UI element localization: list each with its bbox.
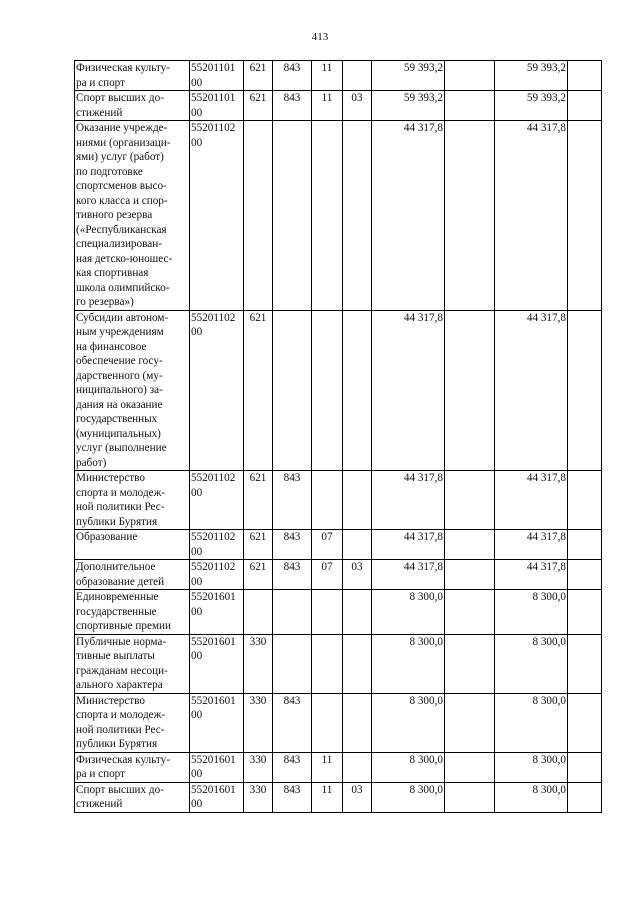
cell-municipal [568, 61, 602, 91]
cell-total: 8 300,0 [372, 693, 445, 752]
cell-republic: 8 300,0 [495, 693, 568, 752]
cell-expense-type: 621 [244, 310, 273, 471]
cell-section [312, 471, 343, 530]
cell-name: Единовременные государственные спортивные премии [75, 590, 190, 635]
cell-municipal [568, 590, 602, 635]
cell-republic: 44 317,8 [495, 310, 568, 471]
cell-municipal [568, 91, 602, 121]
cell-name: Спорт высших до- стижений [75, 782, 190, 812]
cell-republic: 44 317,8 [495, 560, 568, 590]
cell-municipal [568, 471, 602, 530]
cell-administrator [273, 634, 312, 693]
cell-target-article: 55201101 00 [190, 91, 244, 121]
cell-republic: 8 300,0 [495, 752, 568, 782]
cell-administrator: 843 [273, 530, 312, 560]
cell-target-article: 55201101 00 [190, 61, 244, 91]
table-row [75, 310, 602, 471]
cell-federal [445, 91, 495, 121]
cell-section: 07 [312, 560, 343, 590]
cell-expense-type [244, 121, 273, 311]
cell-section [312, 590, 343, 635]
cell-federal [445, 530, 495, 560]
cell-expense-type: 330 [244, 634, 273, 693]
cell-target-article: 55201102 00 [190, 560, 244, 590]
cell-administrator [273, 590, 312, 635]
cell-name: Спорт высших до- стижений [75, 91, 190, 121]
table-row [75, 752, 602, 782]
cell-republic: 44 317,8 [495, 471, 568, 530]
cell-administrator [273, 121, 312, 311]
cell-expense-type [244, 590, 273, 635]
cell-municipal [568, 310, 602, 471]
cell-target-article: 55201601 00 [190, 634, 244, 693]
cell-section [312, 693, 343, 752]
cell-federal [445, 693, 495, 752]
cell-total: 44 317,8 [372, 310, 445, 471]
cell-name: Физическая культу- ра и спорт [75, 752, 190, 782]
table-row [75, 590, 602, 635]
cell-total: 8 300,0 [372, 590, 445, 635]
cell-administrator [273, 310, 312, 471]
cell-administrator: 843 [273, 560, 312, 590]
table-row [75, 530, 602, 560]
table-body [75, 61, 602, 813]
cell-federal [445, 634, 495, 693]
cell-municipal [568, 121, 602, 311]
budget-table [74, 60, 602, 813]
cell-expense-type: 330 [244, 752, 273, 782]
cell-total: 44 317,8 [372, 471, 445, 530]
cell-total: 44 317,8 [372, 560, 445, 590]
cell-expense-type: 330 [244, 693, 273, 752]
cell-name: Образование [75, 530, 190, 560]
cell-expense-type: 330 [244, 782, 273, 812]
cell-total: 8 300,0 [372, 782, 445, 812]
cell-republic: 59 393,2 [495, 91, 568, 121]
cell-name: Физическая культу- ра и спорт [75, 61, 190, 91]
cell-total: 59 393,2 [372, 91, 445, 121]
cell-name: Субсидии автоном- ным учреждениям на финансовое обеспечение госу- дарственного (му- ниципального) за- дания на оказание государственных (муниципальных) услуг (выполнение работ) [75, 310, 190, 471]
cell-target-article: 55201601 00 [190, 782, 244, 812]
cell-municipal [568, 634, 602, 693]
cell-administrator: 843 [273, 693, 312, 752]
cell-federal [445, 310, 495, 471]
cell-name: Публичные норма- тивные выплаты гражданам несоци- ального характера [75, 634, 190, 693]
cell-municipal [568, 752, 602, 782]
cell-subsection: 03 [343, 91, 372, 121]
cell-federal [445, 560, 495, 590]
cell-subsection [343, 530, 372, 560]
cell-expense-type: 621 [244, 91, 273, 121]
cell-subsection [343, 590, 372, 635]
cell-section [312, 310, 343, 471]
cell-subsection [343, 61, 372, 91]
cell-subsection [343, 471, 372, 530]
cell-total: 8 300,0 [372, 752, 445, 782]
cell-municipal [568, 560, 602, 590]
cell-republic: 8 300,0 [495, 590, 568, 635]
cell-federal [445, 61, 495, 91]
cell-municipal [568, 782, 602, 812]
cell-administrator: 843 [273, 91, 312, 121]
cell-section: 11 [312, 91, 343, 121]
cell-name: Министерство спорта и молодеж- ной политики Рес- публики Бурятия [75, 693, 190, 752]
table-row [75, 121, 602, 311]
cell-target-article: 55201102 00 [190, 471, 244, 530]
table-row [75, 634, 602, 693]
cell-section [312, 121, 343, 311]
cell-federal [445, 782, 495, 812]
cell-target-article: 55201102 00 [190, 121, 244, 311]
cell-total: 44 317,8 [372, 530, 445, 560]
cell-expense-type: 621 [244, 61, 273, 91]
cell-republic: 44 317,8 [495, 121, 568, 311]
cell-expense-type: 621 [244, 530, 273, 560]
cell-federal [445, 590, 495, 635]
cell-section: 07 [312, 530, 343, 560]
cell-federal [445, 121, 495, 311]
cell-total: 8 300,0 [372, 634, 445, 693]
cell-administrator: 843 [273, 61, 312, 91]
table-row [75, 91, 602, 121]
cell-municipal [568, 530, 602, 560]
cell-target-article: 55201601 00 [190, 590, 244, 635]
cell-federal [445, 752, 495, 782]
cell-target-article: 55201102 00 [190, 530, 244, 560]
cell-administrator: 843 [273, 471, 312, 530]
cell-target-article: 55201601 00 [190, 752, 244, 782]
page-number: 413 [311, 31, 329, 43]
table-row [75, 782, 602, 812]
cell-federal [445, 471, 495, 530]
cell-municipal [568, 693, 602, 752]
cell-name: Оказание учрежде- ниями (организаци- ями) услуг (работ) по подготовке спортсменов высо- кого класса и спор- тивного резерва («Республиканская специализирован- ная детско-юношес- кая спортивная школа олимпийско- го резерва») [75, 121, 190, 311]
cell-target-article: 55201601 00 [190, 693, 244, 752]
cell-total: 44 317,8 [372, 121, 445, 311]
cell-expense-type: 621 [244, 471, 273, 530]
cell-section [312, 634, 343, 693]
cell-subsection [343, 634, 372, 693]
table-row [75, 61, 602, 91]
cell-republic: 8 300,0 [495, 634, 568, 693]
cell-subsection [343, 121, 372, 311]
cell-administrator: 843 [273, 782, 312, 812]
table-row [75, 693, 602, 752]
cell-subsection: 03 [343, 560, 372, 590]
cell-subsection [343, 752, 372, 782]
cell-total: 59 393,2 [372, 61, 445, 91]
cell-section: 11 [312, 782, 343, 812]
cell-administrator: 843 [273, 752, 312, 782]
cell-target-article: 55201102 00 [190, 310, 244, 471]
cell-name: Министерство спорта и молодеж- ной политики Рес- публики Бурятия [75, 471, 190, 530]
table-row [75, 471, 602, 530]
cell-subsection: 03 [343, 782, 372, 812]
cell-section: 11 [312, 61, 343, 91]
cell-republic: 8 300,0 [495, 782, 568, 812]
cell-expense-type: 621 [244, 560, 273, 590]
table-row [75, 560, 602, 590]
cell-subsection [343, 693, 372, 752]
cell-republic: 44 317,8 [495, 530, 568, 560]
cell-subsection [343, 310, 372, 471]
cell-name: Дополнительное образование детей [75, 560, 190, 590]
cell-republic: 59 393,2 [495, 61, 568, 91]
cell-section: 11 [312, 752, 343, 782]
